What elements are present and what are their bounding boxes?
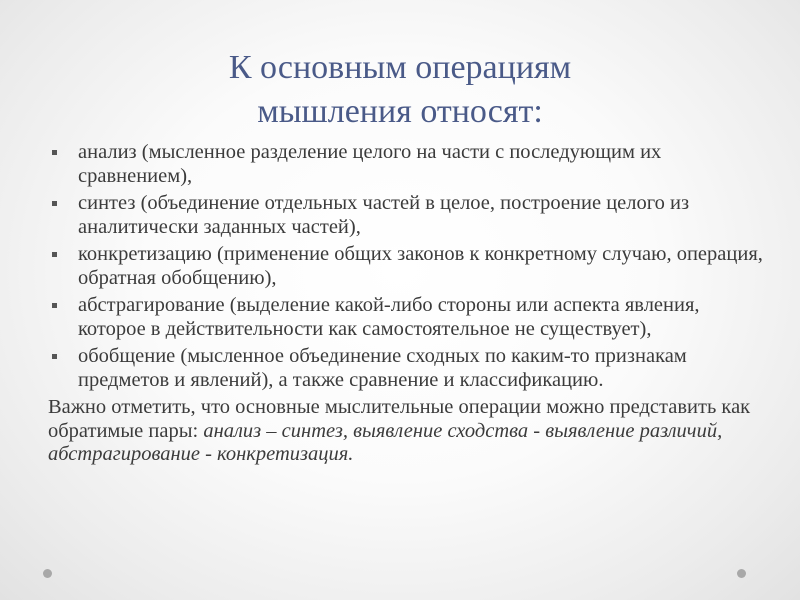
slide-body <box>48 141 768 467</box>
list-item <box>48 192 768 239</box>
square-bullet-icon <box>52 201 57 206</box>
list-item-text: абстрагирование (выделение какой-либо стороны или аспекта явления, которое в действительности как самостоятельное не существует), <box>78 294 700 340</box>
list-item <box>48 243 768 290</box>
bullet-list <box>48 141 768 392</box>
closing-plain-text: Важно отметить, что основные мыслительные операции можно представить как обратимые пары: <box>48 396 751 442</box>
list-item <box>48 345 768 392</box>
square-bullet-icon <box>52 150 57 155</box>
closing-paragraph <box>48 396 768 467</box>
list-item-text: синтез (объединение отдельных частей в целое, построение целого из аналитически заданных частей), <box>78 192 690 238</box>
list-item-text: анализ (мысленное разделение целого на части с последующим их сравнением), <box>78 141 662 187</box>
slide-title-line-1: К основным операциям <box>228 49 572 86</box>
list-item <box>48 294 768 341</box>
square-bullet-icon <box>52 303 57 308</box>
list-item-text: обобщение (мысленное объединение сходных по каким-то признакам предметов и явлений), а также сравнение и классификацию. <box>78 345 687 391</box>
list-item-text: конкретизацию (применение общих законов к конкретному случаю, операция, обратная обобщению), <box>78 243 763 289</box>
closing-italic-text: анализ – синтез, выявление сходства - выявление различий, абстрагирование - конкретизация. <box>48 419 723 465</box>
square-bullet-icon <box>52 354 57 359</box>
square-bullet-icon <box>52 252 57 257</box>
slide-title <box>120 46 680 134</box>
slide-title-line-2: мышления относят: <box>257 93 543 130</box>
circle-dot-icon <box>737 569 746 578</box>
circle-dot-icon <box>43 569 52 578</box>
list-item <box>48 141 768 188</box>
